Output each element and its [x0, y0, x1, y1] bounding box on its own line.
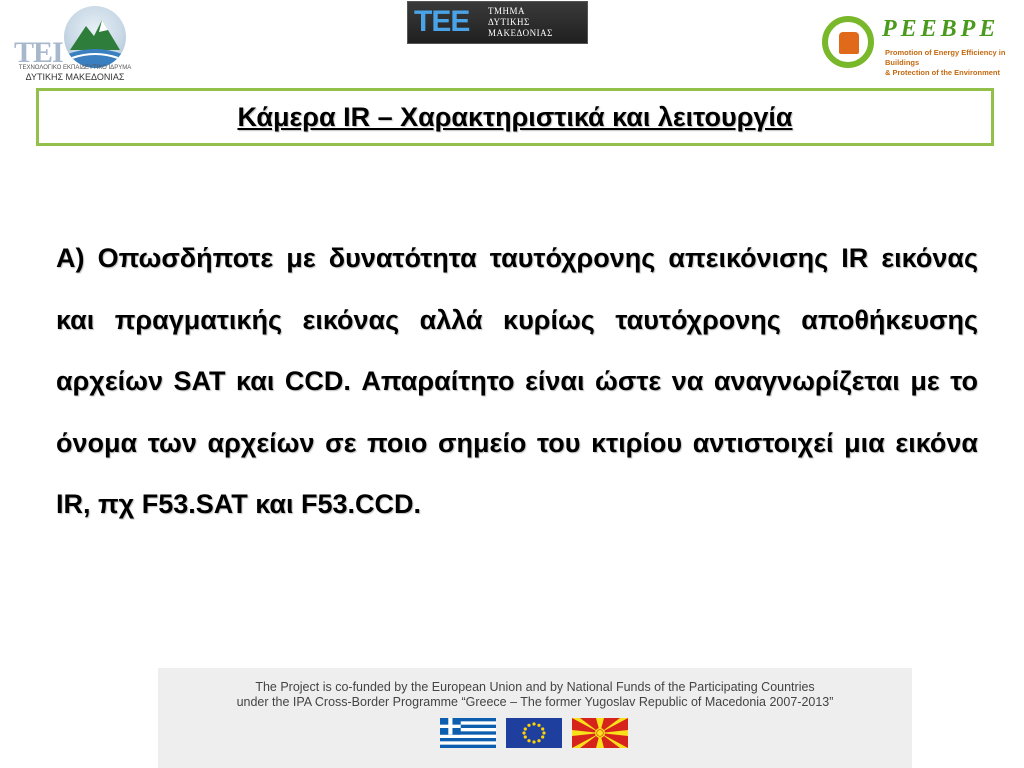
tee-logo: [407, 1, 588, 44]
tee-line-3: ΜΑΚΕΔΟΝΙΑΣ: [488, 28, 553, 38]
slide-title-box: [36, 88, 994, 146]
tee-logo-text: [488, 6, 553, 39]
tei-logo: [14, 6, 134, 84]
greece-flag-icon: [440, 718, 496, 748]
peebpe-subtitle: [885, 48, 1017, 78]
slide-body-text: Α) Οπωσδήποτε με δυνατότητα ταυτόχρονης απεικόνισης IR εικόνας και πραγματικής εικόνας αλλά κυρίως ταυτόχρονης αποθήκευσης αρχείων SAT και CCD. Απαραίτητο είναι ώστε να αναγνωρίζεται με το όνομα των αρχείων σε ποιο σημείο του κτιρίου αντιστοιχεί μια εικόνα IR, πχ F53.SAT και F53.CCD.: [56, 243, 978, 519]
peebpe-logo: [822, 14, 1017, 77]
funding-text: [158, 680, 912, 710]
tei-subtitle-region: ΔΥΤΙΚΗΣ ΜΑΚΕΔΟΝΙΑΣ: [25, 72, 125, 82]
funding-line-2: under the IPA Cross-Border Programme “Greece – The former Yugoslav Republic of Macedonia 2007-2013”: [236, 695, 834, 709]
eu-flag-icon: [506, 718, 562, 748]
tee-line-2: ΔΥΤΙΚΗΣ: [488, 17, 530, 27]
funding-footer: [158, 668, 912, 768]
north-macedonia-flag-icon: [572, 718, 628, 748]
peebpe-title: PEEBPE: [882, 16, 1000, 42]
tei-logo-mark: TEI: [14, 36, 63, 69]
tee-logo-mark: TEE: [414, 5, 470, 38]
peebpe-subtitle-line-2: & Protection of the Environment: [885, 68, 1001, 77]
tei-subtitle: ΤΕΧΝΟΛΟΓΙΚΟ ΕΚΠΑΙΔΕΥΤΙΚΟ ΙΔΡΥΜΑ: [18, 65, 132, 71]
peebpe-house-icon: [822, 16, 874, 68]
peebpe-subtitle-line-1: Promotion of Energy Efficiency in Buildings: [885, 48, 1006, 67]
tei-mountain-icon: [64, 6, 126, 68]
tee-line-1: ΤΜΗΜΑ: [488, 6, 526, 16]
slide-title: Κάμερα IR – Χαρακτηριστικά και λειτουργία: [237, 101, 793, 132]
funding-line-1: The Project is co-funded by the European Union and by National Funds of the Participating Countries: [255, 680, 815, 694]
